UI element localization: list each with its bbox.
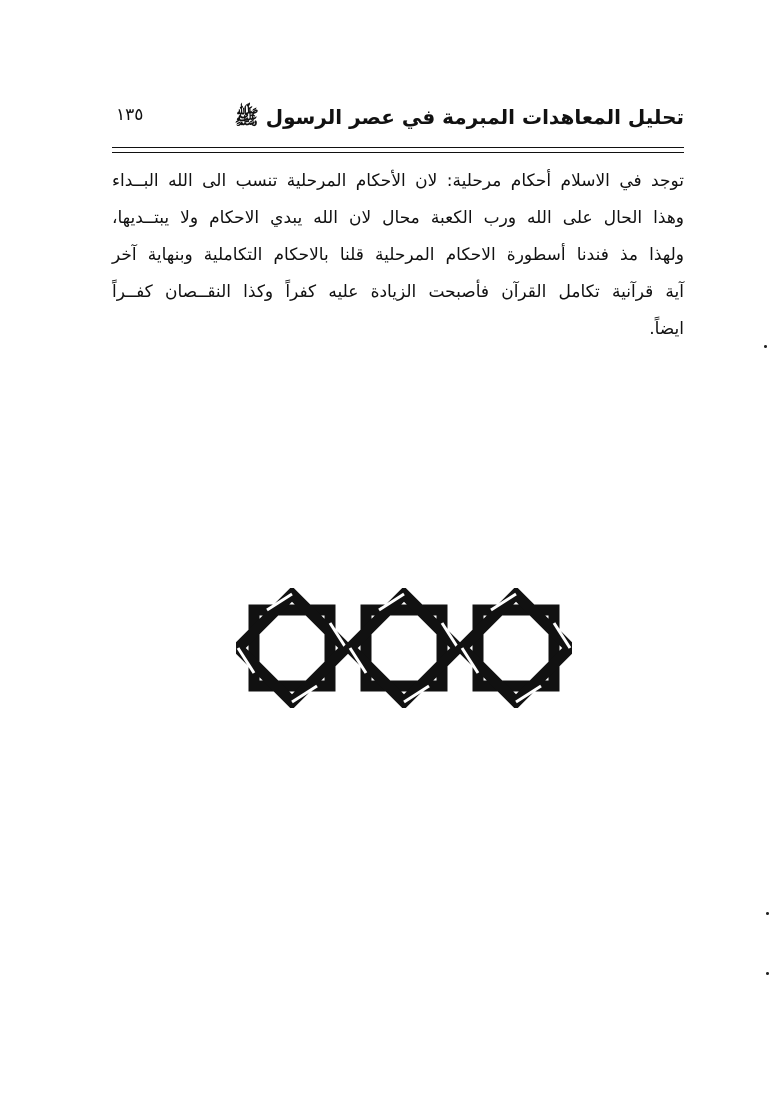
header-rule-top <box>112 147 684 148</box>
octagram-knot-icon <box>238 594 346 702</box>
header-rule-bottom <box>112 152 684 153</box>
text-line: آية قرآنية تكامل القرآن فأصبحت الزيادة عليه كفراً وكذا النقــصان كفــراً <box>112 282 684 302</box>
scan-speck <box>764 345 767 348</box>
page-number: ١٣٥ <box>116 105 144 125</box>
text-line: ايضاً. <box>649 319 684 339</box>
running-header <box>112 100 684 134</box>
text-line: توجد في الاسلام أحكام مرحلية: لان الأحكام المرحلية تنسب الى الله البــداء <box>112 171 684 191</box>
text-line: ولهذا مذ فندنا أسطورة الاحكام المرحلية قلنا بالاحكام التكاملية وبنهاية آخر <box>112 245 684 265</box>
scan-speck <box>766 912 769 915</box>
body-paragraph <box>112 163 684 348</box>
ornament-divider <box>236 588 572 708</box>
scan-speck <box>766 972 769 975</box>
octagram-knot-icon <box>350 594 458 702</box>
octagram-knot-icon <box>462 594 570 702</box>
text-line: وهذا الحال على الله ورب الكعبة محال لان الله يبدي الاحكام ولا يبتــديها، <box>112 208 684 228</box>
book-title: تحليل المعاهدات المبرمة في عصر الرسول ﷺ <box>234 105 684 129</box>
